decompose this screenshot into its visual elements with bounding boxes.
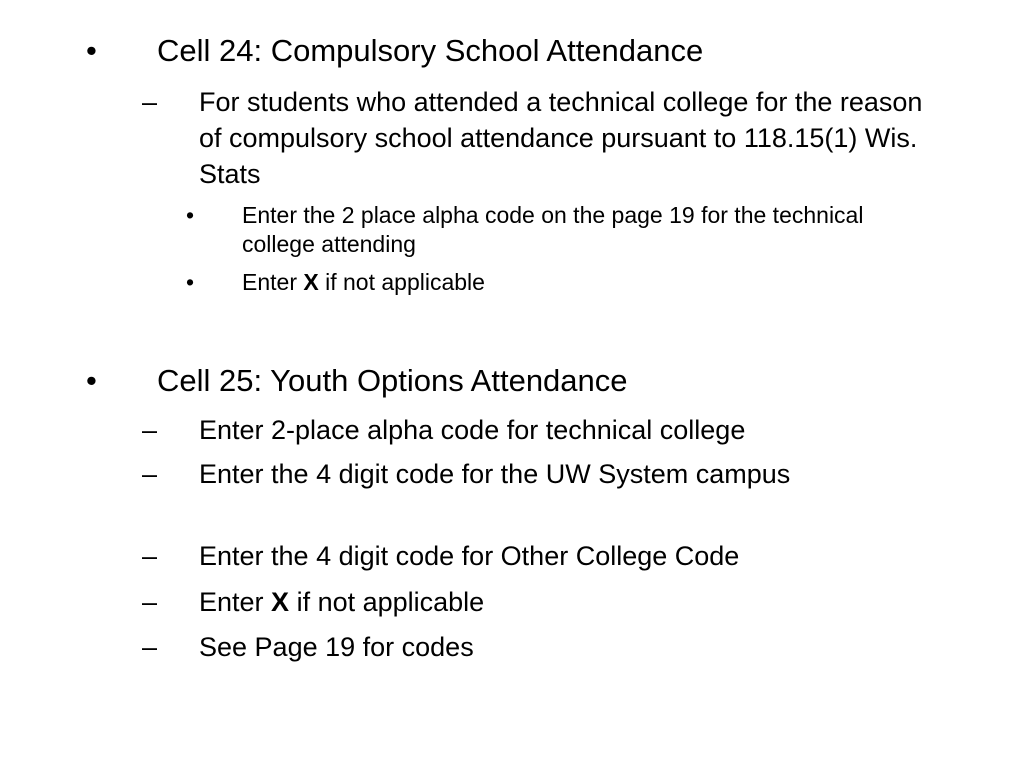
- dash-icon: –: [142, 87, 158, 117]
- text-fragment: if not applicable: [318, 269, 485, 295]
- dash-icon: –: [142, 541, 158, 571]
- cell-24-title: Cell 24: Compulsory School Attendance: [157, 33, 704, 68]
- text-fragment: Enter: [242, 269, 304, 295]
- cell-25-item-5-text: See Page 19 for codes: [199, 632, 474, 662]
- text-fragment: if not applicable: [289, 587, 485, 617]
- bullet-icon: •: [86, 33, 97, 68]
- bullet-icon: •: [186, 269, 195, 295]
- cell-25-item-1-text: Enter 2-place alpha code for technical college: [199, 415, 746, 445]
- cell-24-sub-item-2-text: [242, 268, 942, 297]
- dash-icon: –: [142, 632, 158, 662]
- bullet-icon: •: [186, 202, 195, 228]
- bold-x: X: [271, 587, 290, 617]
- cell-24-description-text: For students who attended a technical college for the reason of compulsory school attendance pursuant to 118.15(1) Wis. Stats: [199, 87, 923, 189]
- dash-icon: –: [142, 587, 158, 617]
- cell-25-item-2-text: Enter the 4 digit code for the UW System campus: [199, 459, 791, 489]
- cell-25-item-3-text: Enter the 4 digit code for Other College Code: [199, 541, 740, 571]
- dash-icon: –: [142, 459, 158, 489]
- cell-25-item-4-text: [199, 584, 959, 620]
- bullet-icon: •: [86, 363, 97, 398]
- cell-24-sub-item-1-text: Enter the 2 place alpha code on the page 19 for the technical college attending: [242, 202, 864, 257]
- cell-25-title: Cell 25: Youth Options Attendance: [157, 363, 628, 398]
- bold-x: X: [303, 269, 319, 295]
- dash-icon: –: [142, 415, 158, 445]
- text-fragment: Enter: [199, 587, 272, 617]
